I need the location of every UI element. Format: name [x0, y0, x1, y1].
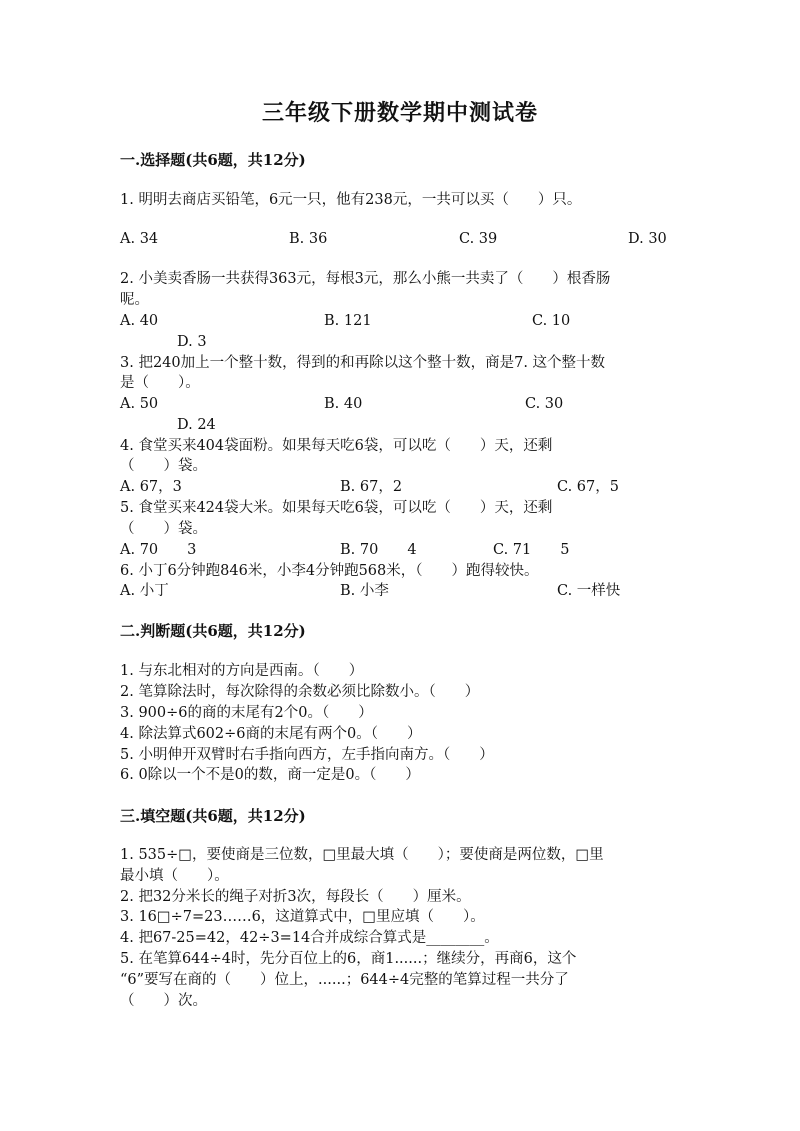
question-line: 6. 小丁6分钟跑846米，小李4分钟跑568米，（ ）跑得较快。: [120, 563, 539, 579]
option-a: A. 70 3: [120, 542, 197, 558]
question-line: 4. 除法算式602÷6商的末尾有两个0。（ ）: [120, 726, 422, 742]
question-line: （ ）袋。: [120, 521, 207, 537]
question-line: 2. 笔算除法时，每次除得的余数必须比除数小。（ ）: [120, 684, 480, 700]
question-line: （ ）次。: [120, 993, 207, 1009]
question-line: 呢。: [120, 292, 149, 308]
question-line: 3. 16□÷7=23……6，这道算式中，□里应填（ ）。: [120, 909, 485, 925]
question-line: 1. 明明去商店买铅笔，6元一只，他有238元，一共可以买（ ）只。: [120, 192, 582, 208]
option-c: C. 30: [525, 396, 564, 412]
section-heading-judgment: 二.判断题(共6题，共12分): [120, 622, 306, 640]
option-b: B. 67，2: [340, 479, 403, 495]
option-a: A. 40: [120, 313, 159, 329]
option-a: A. 67，3: [120, 479, 182, 495]
option-c: C. 67，5: [557, 479, 619, 495]
option-c: C. 一样快: [557, 583, 621, 599]
question-line: 3. 把240加上一个整十数，得到的和再除以这个整十数，商是7. 这个整十数: [120, 355, 606, 371]
option-b: B. 70 4: [340, 542, 417, 558]
option-d: D. 3: [177, 334, 207, 350]
option-b: B. 121: [324, 313, 372, 329]
question-line: “6”要写在商的（ ）位上，......；644÷4完整的笔算过程一共分了: [120, 972, 569, 988]
question-line: 最小填（ ）。: [120, 868, 229, 884]
question-line: （ ）袋。: [120, 458, 207, 474]
question-line: 1. 与东北相对的方向是西南。（ ）: [120, 663, 364, 679]
question-line: 5. 在笔算644÷4时，先分百位上的6，商1......；继续分，再商6，这个: [120, 951, 577, 967]
option-a: A. 50: [120, 396, 159, 412]
option-c: C. 71 5: [493, 542, 570, 558]
question-line: 2. 把32分米长的绳子对折3次，每段长（ ）厘米。: [120, 889, 471, 905]
option-c: C. 10: [532, 313, 571, 329]
option-c: C. 39: [459, 231, 498, 247]
question-line: 3. 900÷6的商的末尾有2个0。（ ）: [120, 705, 373, 721]
page-title: 三年级下册数学期中测试卷: [261, 100, 538, 126]
question-line: 5. 食堂买来424袋大米。如果每天吃6袋，可以吃（ ）天，还剩: [120, 500, 553, 516]
question-line: 4. 食堂买来404袋面粉。如果每天吃6袋，可以吃（ ）天，还剩: [120, 438, 553, 454]
question-line: 是（ ）。: [120, 375, 200, 391]
option-a: A. 小丁: [120, 583, 169, 599]
question-line: 6. 0除以一个不是0的数，商一定是0。（ ）: [120, 767, 420, 783]
option-d: D. 24: [177, 417, 216, 433]
question-line: 5. 小明伸开双臂时右手指向西方，左手指向南方。（ ）: [120, 747, 494, 763]
option-d: D. 30: [628, 231, 667, 247]
option-a: A. 34: [120, 231, 159, 247]
question-line: 4. 把67-25=42，42÷3=14合并成综合算式是________。: [120, 930, 499, 946]
section-heading-fill: 三.填空题(共6题，共12分): [120, 807, 306, 825]
option-b: B. 40: [324, 396, 363, 412]
question-line: 2. 小美卖香肠一共获得363元，每根3元，那么小熊一共卖了（ ）根香肠: [120, 271, 611, 287]
question-line: 1. 535÷□，要使商是三位数，□里最大填（ ）；要使商是两位数，□里: [120, 847, 604, 863]
option-b: B. 36: [289, 231, 328, 247]
option-b: B. 小李: [340, 583, 389, 599]
section-heading-choice: 一.选择题(共6题，共12分): [120, 151, 306, 169]
